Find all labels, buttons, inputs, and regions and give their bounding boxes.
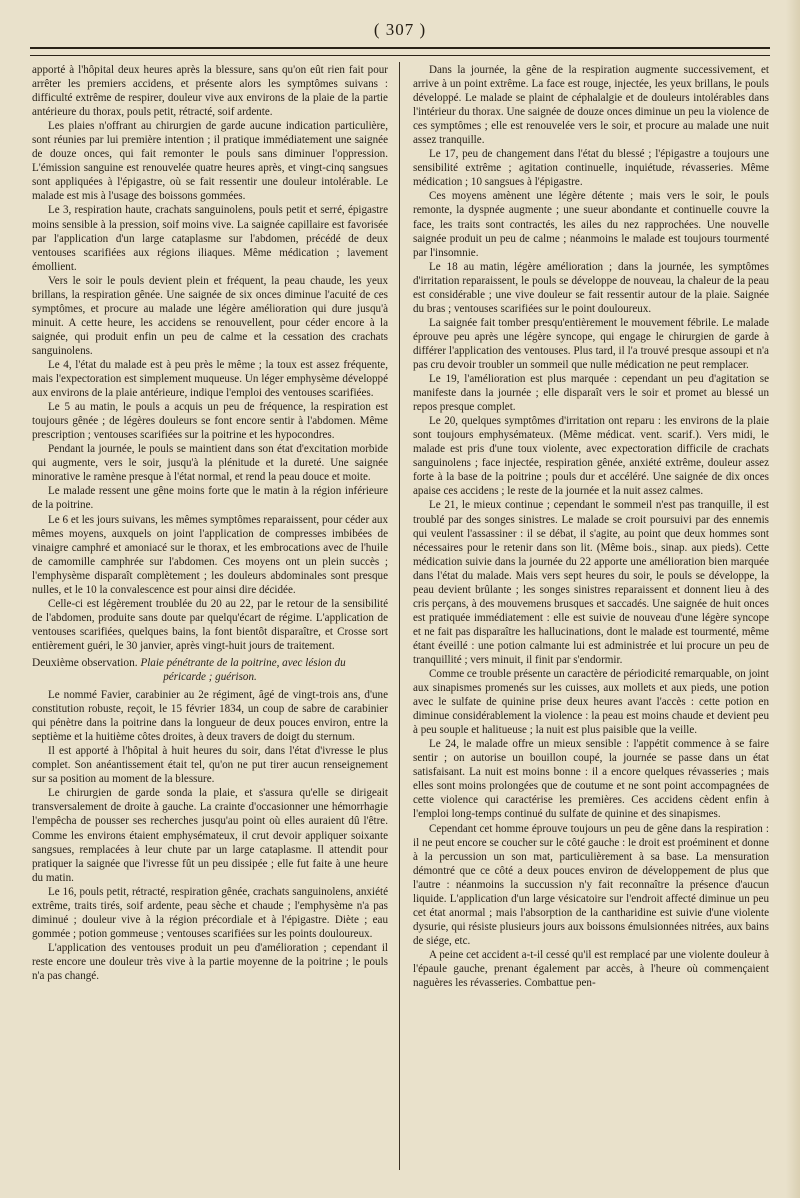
paragraph: La saignée fait tomber presqu'entièrement le mouvement fébrile. Le malade éprouve peu après une légère syncope, qui engage le chirurgien de garde à différer l'application des ventouses. Plus tard, il l'a trouvé presque assoupi et n'a pas cru devoir troubler un sommeil que nulle médication ne peut remplacer. (413, 316, 769, 371)
observation-heading (32, 656, 388, 684)
paragraph: Ces moyens amènent une légère détente ; mais vers le soir, le pouls remonte, la dyspnée augmente ; une sueur abondante et continuelle couvre la face, les traits sont contractés, les ailes du nez rapprochées. Une nouvelle saignée produit un peu de calme ; néanmoins le malade est toujours tourmenté par l'insomnie. (413, 190, 769, 259)
paragraph: Le 17, peu de changement dans l'état du blessé ; l'épigastre a toujours une sensibilité extrême ; agitation continuelle, inquiétude, révasseries. Même médication ; 10 sangsues à l'épigastre. (413, 148, 769, 189)
column-separator (399, 62, 400, 1170)
paragraph: Pendant la journée, le pouls se maintient dans son état d'excitation morbide qui augmente, vers le soir, jusqu'à la plénitude et la dureté. Une saignée minorative le ramène presque à l'état normal, et rend la peau douce et moite. (32, 443, 388, 484)
paragraph: Il est apporté à l'hôpital à huit heures du soir, dans l'état d'ivresse le plus complet. Son anéantissement était tel, qu'on ne put tirer aucun renseignement sur sa position au moment de la blessure. (32, 745, 388, 786)
paragraph: Le malade ressent une gêne moins forte que le matin à la région inférieure de la poitrine. (32, 485, 388, 512)
paragraph: Le 3, respiration haute, crachats sanguinolens, pouls petit et serré, épigastre moins sensible à la pression, soif moins vive. La saignée capillaire est favorisée par l'application d'un large cataplasme sur l'abdomen, précédé de deux ventouses scarifiées aux régions iliaques. Même médication ; lavement émollient. (32, 204, 388, 273)
paragraph: Le 4, l'état du malade est à peu près le même ; la toux est assez fréquente, mais l'expectoration est simplement muqueuse. Un léger emphysème développé aux environs de la plaie antérieure, indique l'emploi des ventouses scarifiées. (32, 358, 388, 400)
page-edge (786, 0, 800, 1198)
observation-title: Deuxième observation. (32, 656, 138, 669)
observation-description-cont: péricarde ; guérison. (163, 671, 257, 684)
paragraph: L'application des ventouses produit un peu d'amélioration ; cependant il reste encore une douleur très vive à la partie moyenne de la poitrine ; le pouls n'a pas changé. (32, 941, 388, 982)
paragraph: apporté à l'hôpital deux heures après la blessure, sans qu'on eût rien fait pour arrêter les premiers accidens, et présente alors les symptômes suivans : difficulté extrême de respirer, douleur vive aux environs de la plaie de la partie antérieure du thorax, pouls petit, rétracté, soif ardente. (32, 64, 388, 119)
page-number: ( 307 ) (373, 20, 427, 39)
paragraph: Les plaies n'offrant au chirurgien de garde aucune indication particulière, sont réunies par lui première intention ; il pratique immédiatement une saignée de douze onces, qui fait remonter le pouls sans diminuer l'oppression. L'émission sanguine est renouvelée quatre heures après, et vingt-cinq sangsues sont appliquées à l'épigastre, où se fait ressentir une douleur intolérable. Le malade est mis à l'usage des boissons gommées. (32, 120, 388, 203)
paragraph: Le 16, pouls petit, rétracté, respiration gênée, crachats sanguinolens, anxiété extrême, traits tirés, soif ardente, peau sèche et chaude ; l'emphysème n'a pas diminué ; douleur vive à la région précordiale et à l'épigastre. Diète ; eau gommée ; potion gommeuse ; ventouses scarifiées sur les points douloureux. (32, 885, 388, 940)
paragraph: Le 21, le mieux continue ; cependant le sommeil n'est pas tranquille, il est troublé par des songes sinistres. Le malade se croit poursuivi par des ennemis qui veulent l'assassiner : il se débat, il s'agite, au point que deux hommes sont nécessaires pour le retenir dans son lit. (Même bois., sinap. aux pieds). Cette médication suivie dans la journée du 22 apporte une amélioration bien marquée dans l'état du malade. Mais vers sept heures du soir, le pouls se développe, la peau devient brûlante ; les songes sinistres reparaissent et donnent lieu à des cris perçans, à des mouvemens brusques et saccadés. Une saignée de huit onces est pratiquée immédiatement : elle est suivie de nouveau d'une légère syncope et ne fait pas disparaître les hallucinations, dont le malade est tourmenté, même étant éveillé : une potion calmante lui est administrée et lui procure un peu de tranquillité ; vers minuit, il finit par s'endormir. (413, 499, 769, 666)
paragraph: Le 24, le malade offre un mieux sensible : l'appétit commence à se faire sentir ; on autorise un bouillon coupé, la journée se passe dans un état satisfaisant. La nuit est moins bonne : il a encore quelques révasseries ; mais elles sont moins prolongées que de coutume et ne sont point accompagnées de cette violence qui caractérise les premières. Ces accidens cèdent enfin à l'emploi long-temps continué du sulfate de quinine et des sinapismes. (413, 738, 769, 821)
paragraph: Le 19, l'amélioration est plus marquée : cependant un peu d'agitation se manifeste dans la journée ; elle disparaît vers le soir et promet au blessé un repos presque complet. (413, 373, 769, 414)
paragraph: Le 5 au matin, le pouls a acquis un peu de fréquence, la respiration est toujours gênée ; de légères douleurs se font encore sentir à l'abdomen. Même prescription ; ventouses scarifiées sur la poitrine et les hypocondres. (32, 401, 388, 442)
right-column (413, 63, 769, 990)
paragraph: Le nommé Favier, carabinier au 2e régiment, âgé de vingt-trois ans, d'une constitution robuste, reçoit, le 15 février 1834, un coup de sabre de carabinier qui pénètre dans la poitrine dans la longueur de deux pouces environ, entre la septième et la huitième côtes droites, à deux travers de doigt du sternum. (32, 689, 388, 744)
paragraph: Vers le soir le pouls devient plein et fréquent, la peau chaude, les yeux brillans, la respiration gênée. Une saignée de six onces diminue l'acuité de ces symptômes, et procure au malade une légère amélioration qui dure jusqu'à minuit. A cette heure, les accidens se renouvellent, pour céder encore à la saignée, qui produit enfin un peu de calme et la cessation des crachats sanguinolens. (32, 274, 388, 357)
left-column (32, 63, 388, 983)
paragraph: Cependant cet homme éprouve toujours un peu de gêne dans la respiration : il ne peut encore se coucher sur le côté gauche : le droit est proéminent et donne à la percussion un son mat, particulièrement à sa base. La mensuration démontré que ce côté a deux pouces environ de développement de plus que l'autre : néanmoins la succussion n'y fait reconnaître la présence d'aucun liquide. L'application d'un large vésicatoire sur l'endroit affecté diminue un peu cet état anormal ; mais l'absorption de la cantharidine est suivie d'une violente dysurie, qui résiste plusieurs jours aux boissons émulsionnées nitrées, aux bains de siége, etc. (413, 822, 769, 947)
paragraph: Dans la journée, la gêne de la respiration augmente successivement, et arrive à un point extrême. La face est rouge, injectée, les yeux brillans, le pouls développé. Le malade se plaint de céphalalgie et de douleurs intolérables dans l'intérieur du thorax. Une saignée de douze onces diminue un peu la violence de ces symptômes ; elle est renouvelée vers le soir, et procure au malade une nuit assez tranquille. (413, 64, 769, 147)
paragraph: Le chirurgien de garde sonda la plaie, et s'assura qu'elle se dirigeait transversalement de droite à gauche. La crainte d'occasionner une hémorrhagie l'empêcha de pousser ses recherches jusqu'au point où elles auraient dû l'être. Comme les environs étaient emphysémateux, il crut devoir appliquer soixante sangsues, remplacées à leur chute par un large cataplasme. Il attendit pour pratiquer la saignée que l'ivresse fût un peu dissipée ; elle fut faite à une heure du matin. (32, 787, 388, 884)
paragraph: Le 18 au matin, légère amélioration ; dans la journée, les symptômes d'irritation reparaissent, le pouls se développe de nouveau, la chaleur de la peau est considérable ; une vive douleur se fait ressentir autour de la plaie. Saignée du bras ; ventouses scarifiées sur le point douloureux. (413, 260, 769, 315)
observation-description: Plaie pénétrante de la poitrine, avec lésion du (140, 656, 346, 669)
header-rule (30, 47, 770, 56)
paragraph: Comme ce trouble présente un caractère de périodicité remarquable, on joint aux sinapismes promenés sur les cuisses, aux mollets et aux pieds, une potion avec le sulfate de quinine prise deux heures avant l'accès : cette potion en diminue considérablement la violence : la peau est moins chaude et devient peu à peu souple et halitueuse ; la nuit est plus paisible que la veille. (413, 668, 769, 737)
paragraph: Le 20, quelques symptômes d'irritation ont reparu : les environs de la plaie sont toujours emphysémateux. (Même médicat. vent. scarif.). Vers midi, le malade est pris d'une toux violente, avec expectoration difficile de crachats sanguinolens ; face injectée, respiration gênée, anxiété extrême, douleur assez forte à la base de la poitrine ; pouls dur et accéléré. Une saignée de dix onces apaise ces accidens ; le reste de la journée et la nuit assez calmes. (413, 415, 769, 498)
paragraph: Le 6 et les jours suivans, les mêmes symptômes reparaissent, pour céder aux mêmes moyens, auxquels on joint l'application de compresses imbibées de vinaigre camphré et amoniacé sur le thorax, et les embrocations avec de l'huile de camomille camphrée sur l'abdomen. Ces moyens ont un plein succès ; l'emphysème disparaît complètement ; les douleurs abdominales sont presque nulles, et le 10 la convalescence est pour ainsi dire décidée. (32, 513, 388, 596)
paragraph: Celle-ci est légèrement troublée du 20 au 22, par le retour de la sensibilité de l'abdomen, produite sans doute par quelqu'écart de régime. L'application de ventouses scarifiées, quelques bains, la font bientôt disparaître, et Crosse sort entièrement guéri, le 30 janvier, après vingt-huit jours de traitement. (32, 597, 388, 652)
paragraph: A peine cet accident a-t-il cessé qu'il est remplacé par une violente douleur à l'épaule gauche, prenant également par accès, à l'heure où commençaient naguères les révasseries. Combattue pen- (413, 948, 769, 990)
